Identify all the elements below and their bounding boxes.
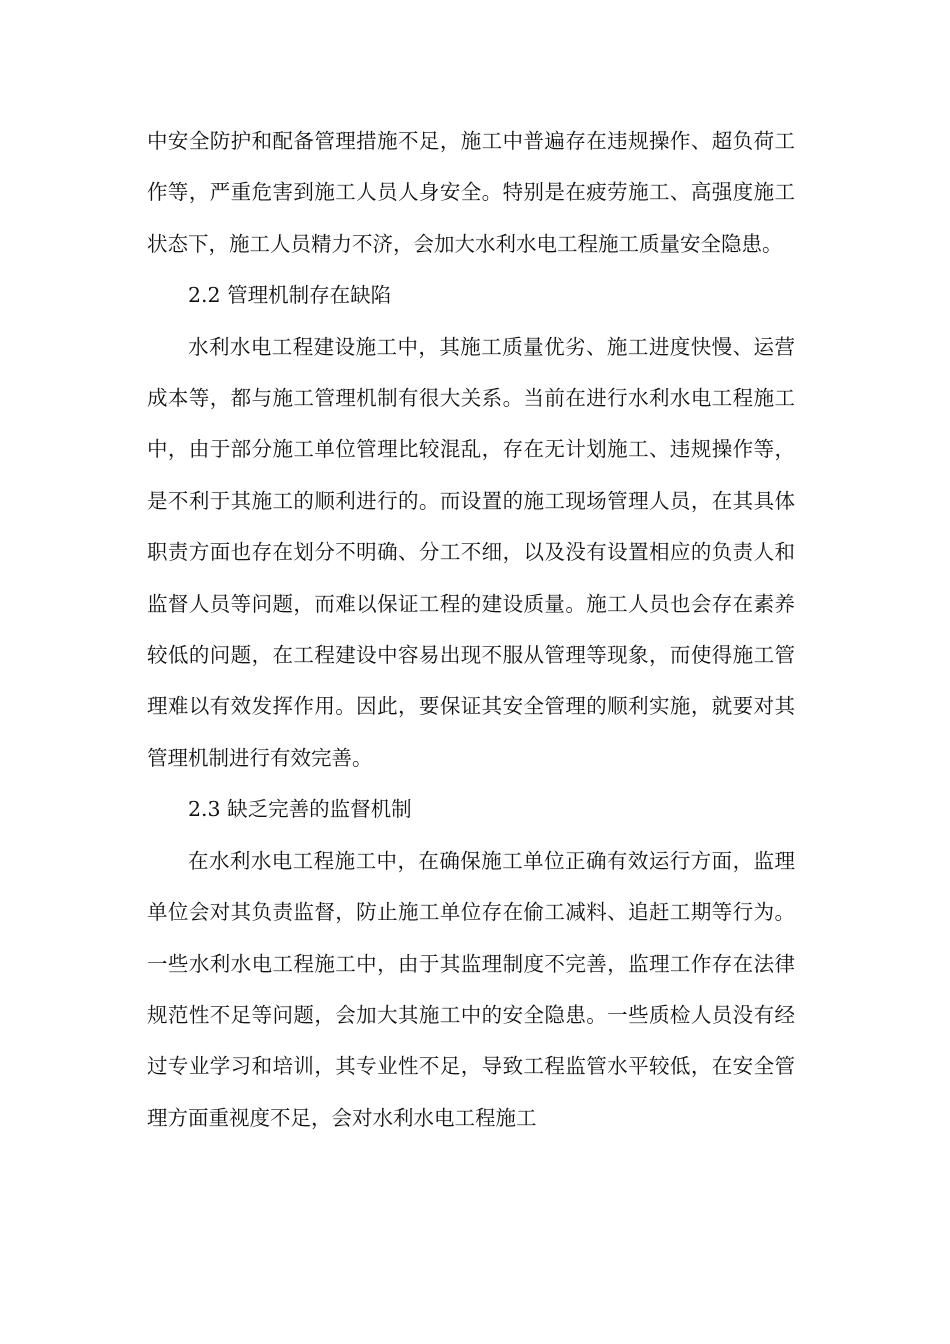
paragraph-safety-continued: 中安全防护和配备管理措施不足，施工中普遍存在违规操作、超负荷工作等，严重危害到施工人员人身安全。特别是在疲劳施工、高强度施工状态下，施工人员精力不济，会加大水利水电工程施工质量安全隐患。 [147,129,795,256]
document-body [147,116,795,1144]
paragraph-management-mechanism: 水利水电工程建设施工中，其施工质量优劣、施工进度快慢、运营成本等，都与施工管理机制有很大关系。当前在进行水利水电工程施工中，由于部分施工单位管理比较混乱，存在无计划施工、违规操作等，是不利于其施工的顺利进行的。而设置的施工现场管理人员，在其具体职责方面也存在划分不明确、分工不细，以及没有设置相应的负责人和监督人员等问题，而难以保证工程的建设质量。施工人员也会存在素养较低的问题，在工程建设中容易出现不服从管理等现象，而使得施工管理难以有效发挥作用。因此，要保证其安全管理的顺利实施，就要对其管理机制进行有效完善。 [147,334,795,770]
paragraph-supervision-mechanism: 在水利水电工程施工中，在确保施工单位正确有效运行方面，监理单位会对其负责监督，防止施工单位存在偷工减料、追赶工期等行为。一些水利水电工程施工中，由于其监理制度不完善，监理工作存在法律规范性不足等问题，会加大其施工中的安全隐患。一些质检人员没有经过专业学习和培训，其专业性不足，导致工程监管水平较低，在安全管理方面重视度不足，会对水利水电工程施工 [147,848,795,1130]
section-heading-2-2: 2.2 管理机制存在缺陷 [188,283,392,308]
section-heading-2-3: 2.3 缺乏完善的监督机制 [188,797,412,822]
